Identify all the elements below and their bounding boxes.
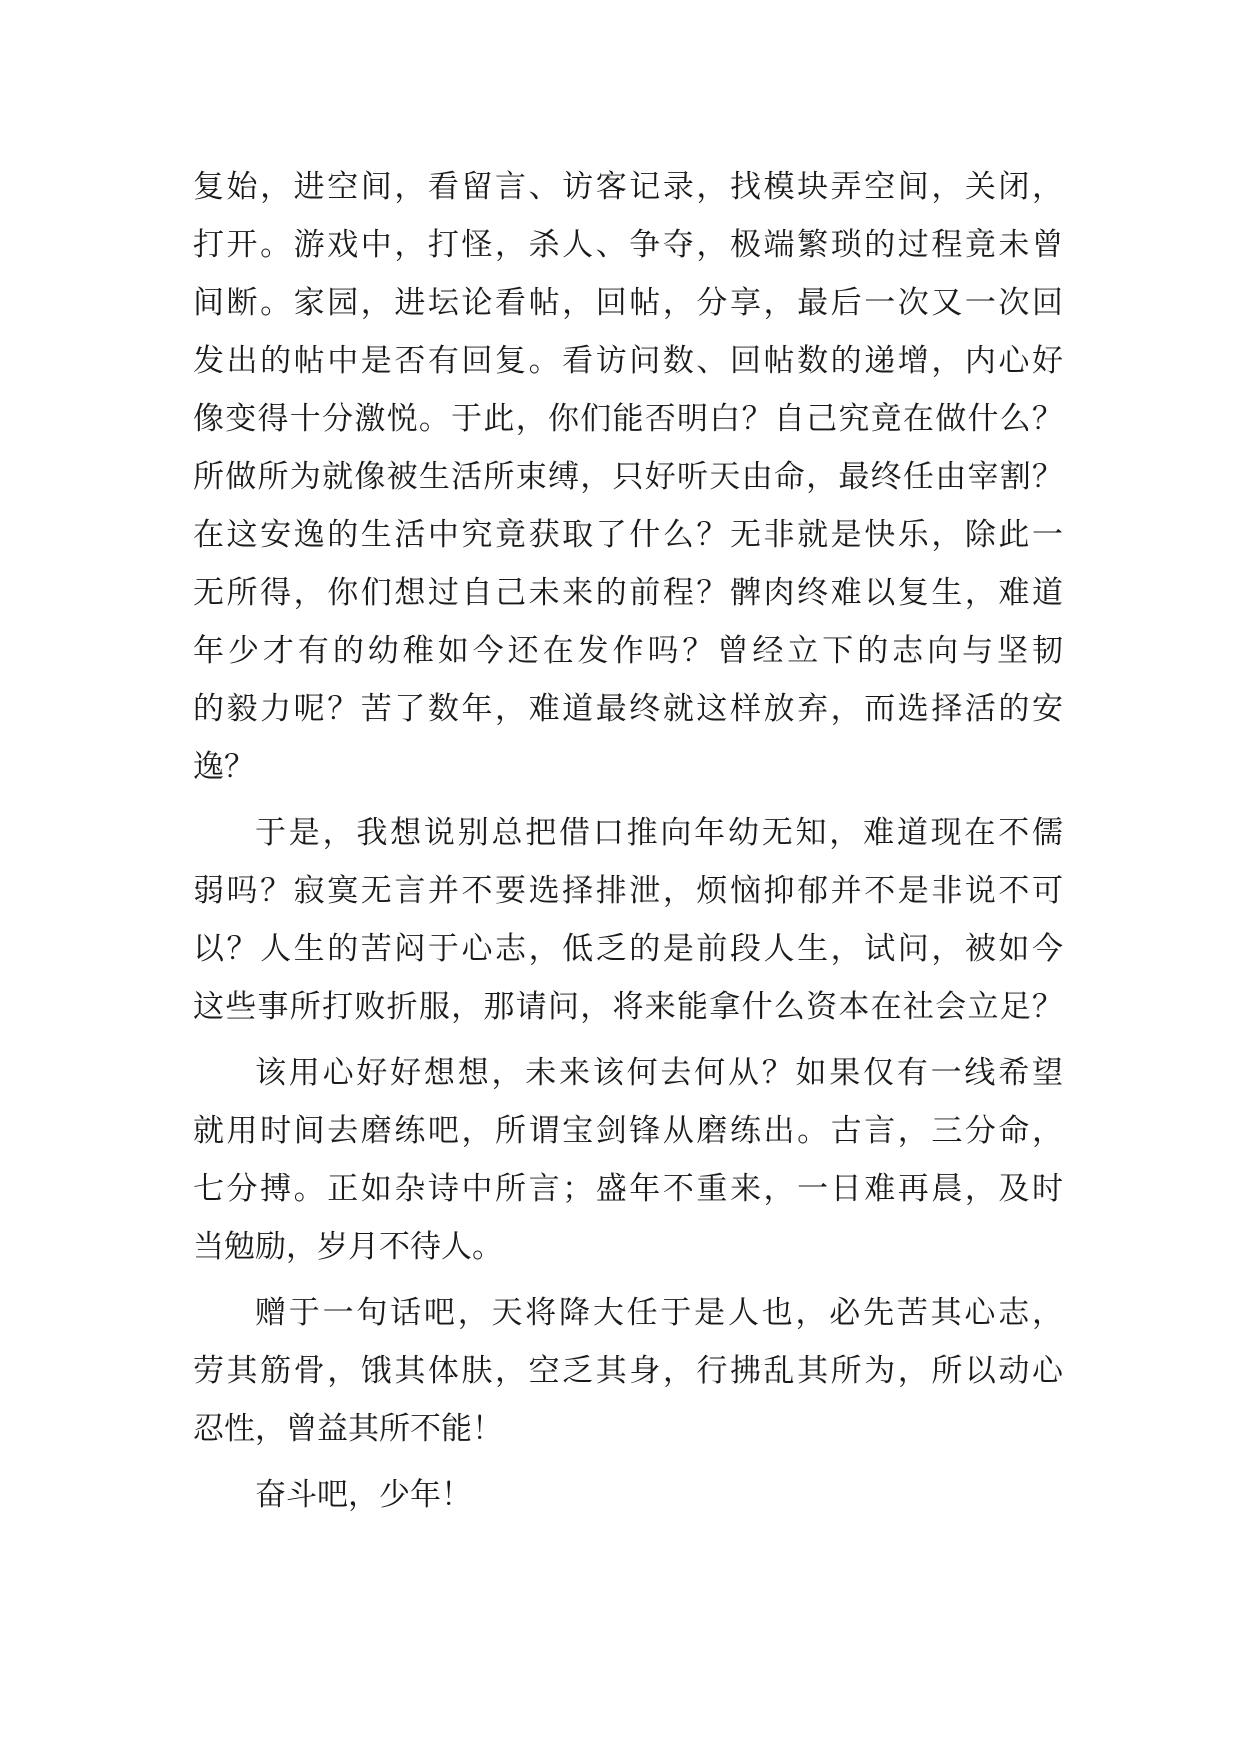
text-line: 的毅力呢？苦了数年，难道最终就这样放弃，而选择活的安 [193, 691, 1063, 727]
text-line: 像变得十分激悦。于此，你们能否明白？自己究竟在做什么？ [193, 401, 1063, 437]
text-line: 就用时间去磨练吧，所谓宝剑锋从磨练出。古言，三分命， [193, 1113, 1063, 1149]
text-line: 劳其筋骨，饿其体肤，空乏其身，行拂乱其所为，所以动心 [193, 1353, 1063, 1389]
paragraph-1 [193, 158, 1063, 796]
text-line: 逸？ [193, 749, 255, 785]
paragraph-4 [193, 1284, 1063, 1458]
text-line: 奋斗吧，少年！ [255, 1477, 472, 1513]
text-line: 无所得，你们想过自己未来的前程？髀肉终难以复生，难道 [193, 575, 1063, 611]
text-line: 这些事所打败折服，那请问，将来能拿什么资本在社会立足？ [193, 989, 1063, 1025]
text-line: 年少才有的幼稚如今还在发作吗？曾经立下的志向与坚韧 [193, 633, 1063, 669]
text-line: 当勉励，岁月不待人。 [193, 1229, 503, 1265]
text-line: 忍性，曾益其所不能！ [193, 1411, 503, 1447]
text-line: 发出的帖中是否有回复。看访问数、回帖数的递增，内心好 [193, 343, 1063, 379]
text-line: 该用心好好想想，未来该何去何从？如果仅有一线希望 [255, 1055, 1063, 1091]
paragraph-3 [193, 1044, 1063, 1276]
text-line: 于是，我想说别总把借口推向年幼无知，难道现在不儒 [255, 815, 1063, 851]
text-line: 复始，进空间，看留言、访客记录，找模块弄空间，关闭， [193, 169, 1063, 205]
paragraph-2 [193, 804, 1063, 1036]
paragraph-5 [193, 1466, 1063, 1524]
text-line: 七分搏。正如杂诗中所言；盛年不重来，一日难再晨，及时 [193, 1171, 1063, 1207]
text-line: 在这安逸的生活中究竟获取了什么？无非就是快乐，除此一 [193, 517, 1063, 553]
text-line: 打开。游戏中，打怪，杀人、争夺，极端繁琐的过程竟未曾 [193, 227, 1063, 263]
text-line: 间断。家园，进坛论看帖，回帖，分享，最后一次又一次回 [193, 285, 1063, 321]
text-line: 弱吗？寂寞无言并不要选择排泄，烦恼抑郁并不是非说不可 [193, 873, 1063, 909]
text-line: 以？人生的苦闷于心志，低乏的是前段人生，试问，被如今 [193, 931, 1063, 967]
essay-body [193, 158, 1063, 1524]
text-line: 赠于一句话吧，天将降大任于是人也，必先苦其心志， [255, 1295, 1063, 1331]
text-line: 所做所为就像被生活所束缚，只好听天由命，最终任由宰割？ [193, 459, 1063, 495]
